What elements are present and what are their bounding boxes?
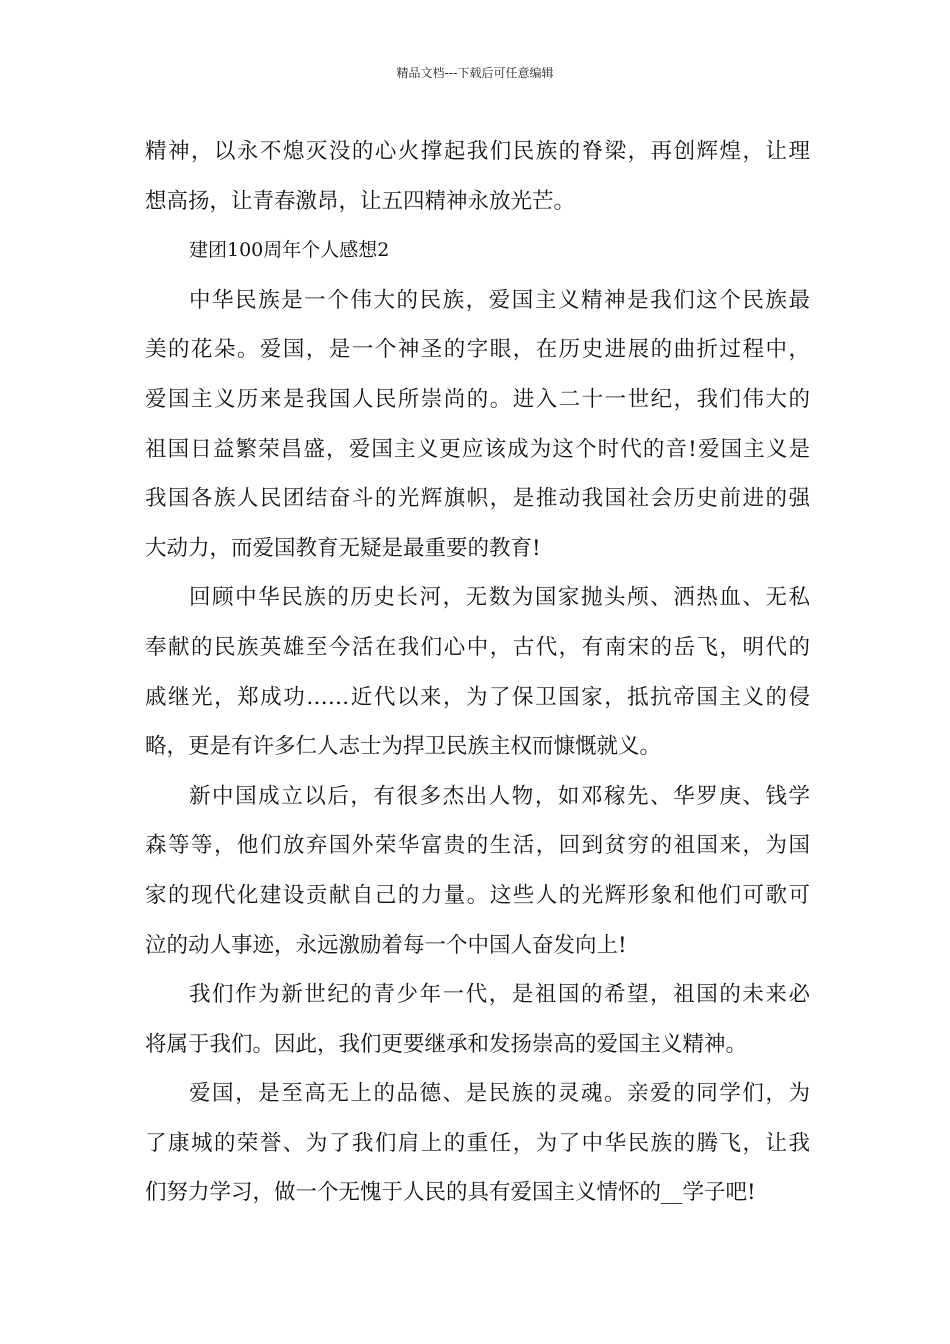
text-line: 了康城的荣誉、为了我们肩上的重任，为了中华民族的腾飞，让我 xyxy=(145,1130,810,1156)
text-line: 想高扬，让青春激昂，让五四精神永放光芒。 xyxy=(145,188,576,214)
text-line: 我国各族人民团结奋斗的光辉旗帜，是推动我国社会历史前进的强 xyxy=(145,486,810,512)
page-header: 精品文档---下载后可任意编辑 xyxy=(396,66,554,80)
paragraph xyxy=(145,276,810,574)
text-line: 精神，以永不熄灭没的心火撑起我们民族的脊梁，再创辉煌，让理 xyxy=(145,139,810,164)
text-line: 我们作为新世纪的青少年一代，是祖国的希望，祖国的未来必 xyxy=(189,982,810,1008)
text-line: 泣的动人事迹，永远激励着每一个中国人奋发向上! xyxy=(145,932,627,958)
paragraph xyxy=(145,573,810,771)
text-line: 略，更是有许多仁人志士为捍卫民族主权而慷慨就义。 xyxy=(145,734,662,760)
text-line: 大动力，而爱国教育无疑是最重要的教育! xyxy=(145,535,541,561)
paragraph xyxy=(145,772,810,970)
text-line: 奉献的民族英雄至今活在我们心中，古代，有南宋的岳飞，明代的 xyxy=(145,634,810,660)
text-line: 们努力学习，做一个无愧于人民的具有爱国主义情怀的__学子吧! xyxy=(145,1180,756,1206)
text-line: 回顾中华民族的历史长河，无数为国家抛头颅、洒热血、无私 xyxy=(189,585,810,611)
text-line: 爱国主义历来是我国人民所崇尚的。进入二十一世纪，我们伟大的 xyxy=(145,386,810,412)
text-line: 美的花朵。爱国，是一个神圣的字眼，在历史进展的曲折过程中， xyxy=(145,337,810,363)
paragraph xyxy=(145,970,810,1069)
text-line: 森等等，他们放弃国外荣华富贵的生活，回到贫穷的祖国来，为国 xyxy=(145,833,810,859)
section-heading-text: 建团100周年个人感想2 xyxy=(189,239,390,262)
paragraph xyxy=(145,1069,810,1218)
document-body xyxy=(145,127,810,1218)
text-line: 新中国成立以后，有很多杰出人物，如邓稼先、华罗庚、钱学 xyxy=(189,783,810,809)
text-line: 爱国，是至高无上的品德、是民族的灵魂。亲爱的同学们，为 xyxy=(189,1081,810,1107)
text-line: 中华民族是一个伟大的民族，爱国主义精神是我们这个民族最 xyxy=(189,287,810,313)
text-line: 戚继光，郑成功……近代以来，为了保卫国家，抵抗帝国主义的侵 xyxy=(145,684,810,710)
text-line: 家的现代化建设贡献自己的力量。这些人的光辉形象和他们可歌可 xyxy=(145,882,810,908)
section-heading xyxy=(145,226,810,276)
paragraph xyxy=(145,127,810,226)
text-line: 将属于我们。因此，我们更要继承和发扬崇高的爱国主义精神。 xyxy=(145,1031,748,1057)
text-line: 祖国日益繁荣昌盛，爱国主义更应该成为这个时代的音!爱国主义是 xyxy=(145,436,810,462)
